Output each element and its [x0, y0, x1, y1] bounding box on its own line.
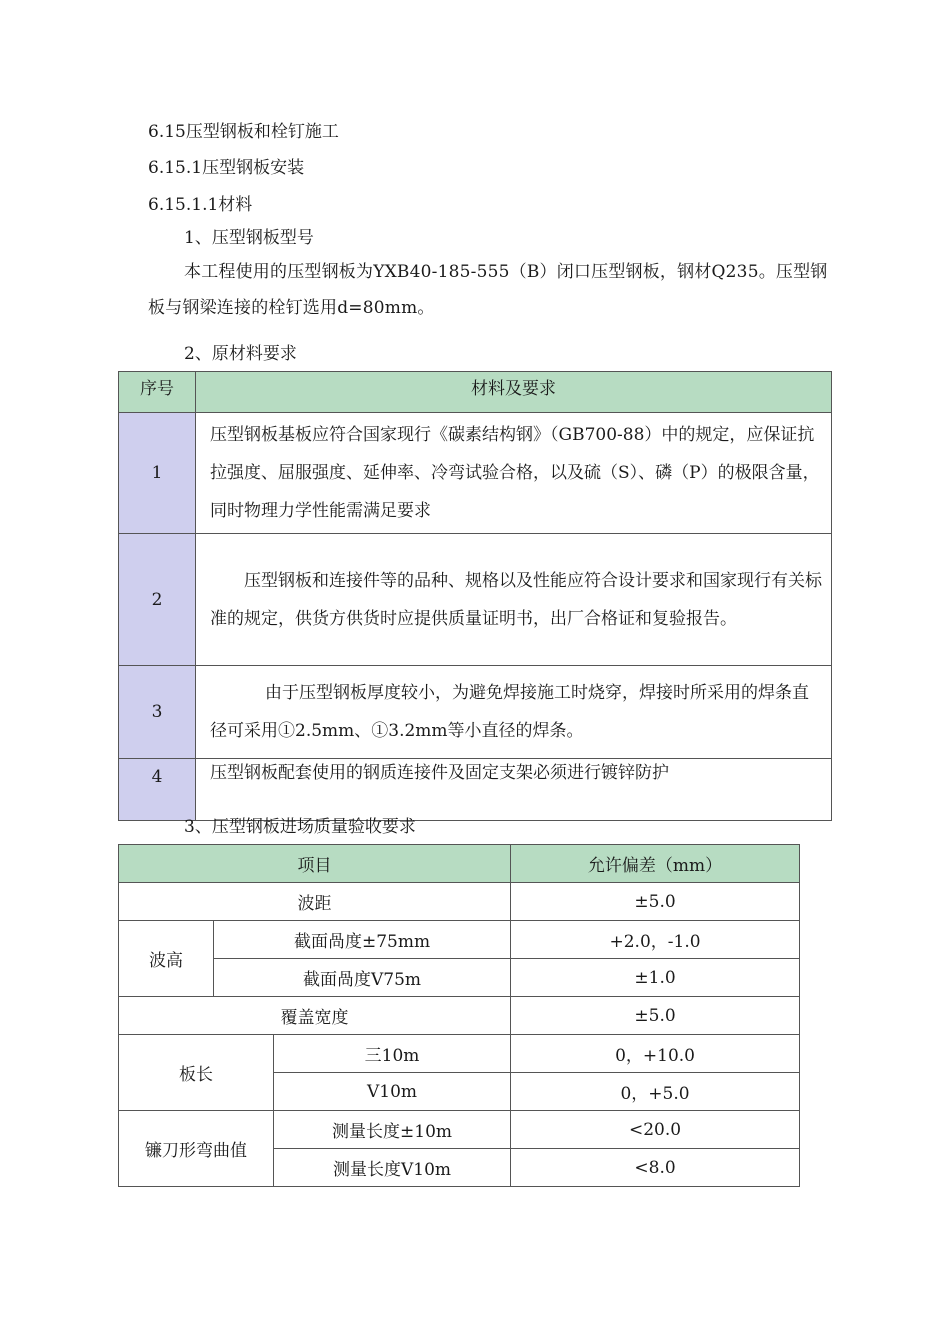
- section1-body: 本工程使用的压型钢板为YXB40-185-555（B）闭口压型钢板，钢材Q235。压型钢板与钢梁连接的栓钉选用d=80mm。: [148, 262, 828, 318]
- heading-6-15: 6.15压型钢板和栓钉施工: [148, 122, 339, 142]
- tolerance-value: ±5.0: [511, 883, 800, 921]
- table-row: [119, 1111, 800, 1149]
- tolerance-value: 0，+10.0: [511, 1035, 800, 1073]
- table-row: [119, 534, 832, 666]
- item-label: 测量长度V10m: [274, 1149, 511, 1187]
- group-label: 波高: [119, 921, 214, 997]
- item-label: 截面咼度V75m: [214, 959, 511, 997]
- tolerance-value: <20.0: [511, 1111, 800, 1149]
- table-row: [119, 883, 800, 921]
- section1-title: 1、压型钢板型号: [184, 228, 314, 248]
- table-row: [119, 997, 800, 1035]
- heading-6-15-1-1: 6.15.1.1材料: [148, 195, 253, 215]
- row-index: 2: [119, 534, 196, 666]
- tolerance-value: <8.0: [511, 1149, 800, 1187]
- table-row: [119, 413, 832, 534]
- table-row: [119, 1035, 800, 1073]
- tolerance-value: +2.0，-1.0: [511, 921, 800, 959]
- row-text: 压型钢板和连接件等的品种、规格以及性能应符合设计要求和国家现行有关标准的规定，供货方供货时应提供质量证明书，出厂合格证和复验报告。: [196, 534, 832, 666]
- row-index: 3: [119, 666, 196, 759]
- row-text: 由于压型钢板厚度较小，为避免焊接施工时烧穿，焊接时所采用的焊条直径可采用①2.5mm、①3.2mm等小直径的焊条。: [196, 666, 832, 759]
- table-row: [119, 666, 832, 759]
- group-label: 镰刀形弯曲值: [119, 1111, 274, 1187]
- section3-title: 3、压型钢板进场质量验收要求: [184, 817, 416, 837]
- materials-table: [118, 371, 832, 821]
- header-item: 项目: [119, 845, 511, 883]
- row-text: 压型钢板基板应符合国家现行《碳素结构钢》（GB700-88）中的规定，应保证抗拉强度、屈服强度、延伸率、冷弯试验合格，以及硫（S）、磷（P）的极限含量，同时物理力学性能需满足要求: [196, 413, 832, 534]
- item-label: 截面咼度±75mm: [214, 921, 511, 959]
- tolerance-value: 0，+5.0: [511, 1073, 800, 1111]
- row-index: 1: [119, 413, 196, 534]
- row-index: 4: [119, 759, 196, 821]
- header-tolerance: 允许偏差（mm）: [511, 845, 800, 883]
- item-label: 测量长度±10m: [274, 1111, 511, 1149]
- section2-title: 2、原材料要求: [184, 344, 297, 364]
- table-row: [119, 921, 800, 959]
- table-header-row: [119, 372, 832, 413]
- item-label: 三10m: [274, 1035, 511, 1073]
- table-header-row: [119, 845, 800, 883]
- tolerance-value: ±5.0: [511, 997, 800, 1035]
- item-label: V10m: [274, 1073, 511, 1111]
- quality-table: [118, 844, 800, 1187]
- heading-6-15-1: 6.15.1压型钢板安装: [148, 158, 305, 178]
- group-label: 板长: [119, 1035, 274, 1111]
- table-row: [119, 759, 832, 821]
- header-material: 材料及要求: [196, 372, 832, 413]
- row-text: 压型钢板配套使用的钢质连接件及固定支架必须进行镀锌防护: [196, 759, 832, 821]
- item-label: 波距: [119, 883, 511, 921]
- tolerance-value: ±1.0: [511, 959, 800, 997]
- item-label: 覆盖宽度: [119, 997, 511, 1035]
- table-row: [119, 959, 800, 997]
- header-index: 序号: [119, 372, 196, 413]
